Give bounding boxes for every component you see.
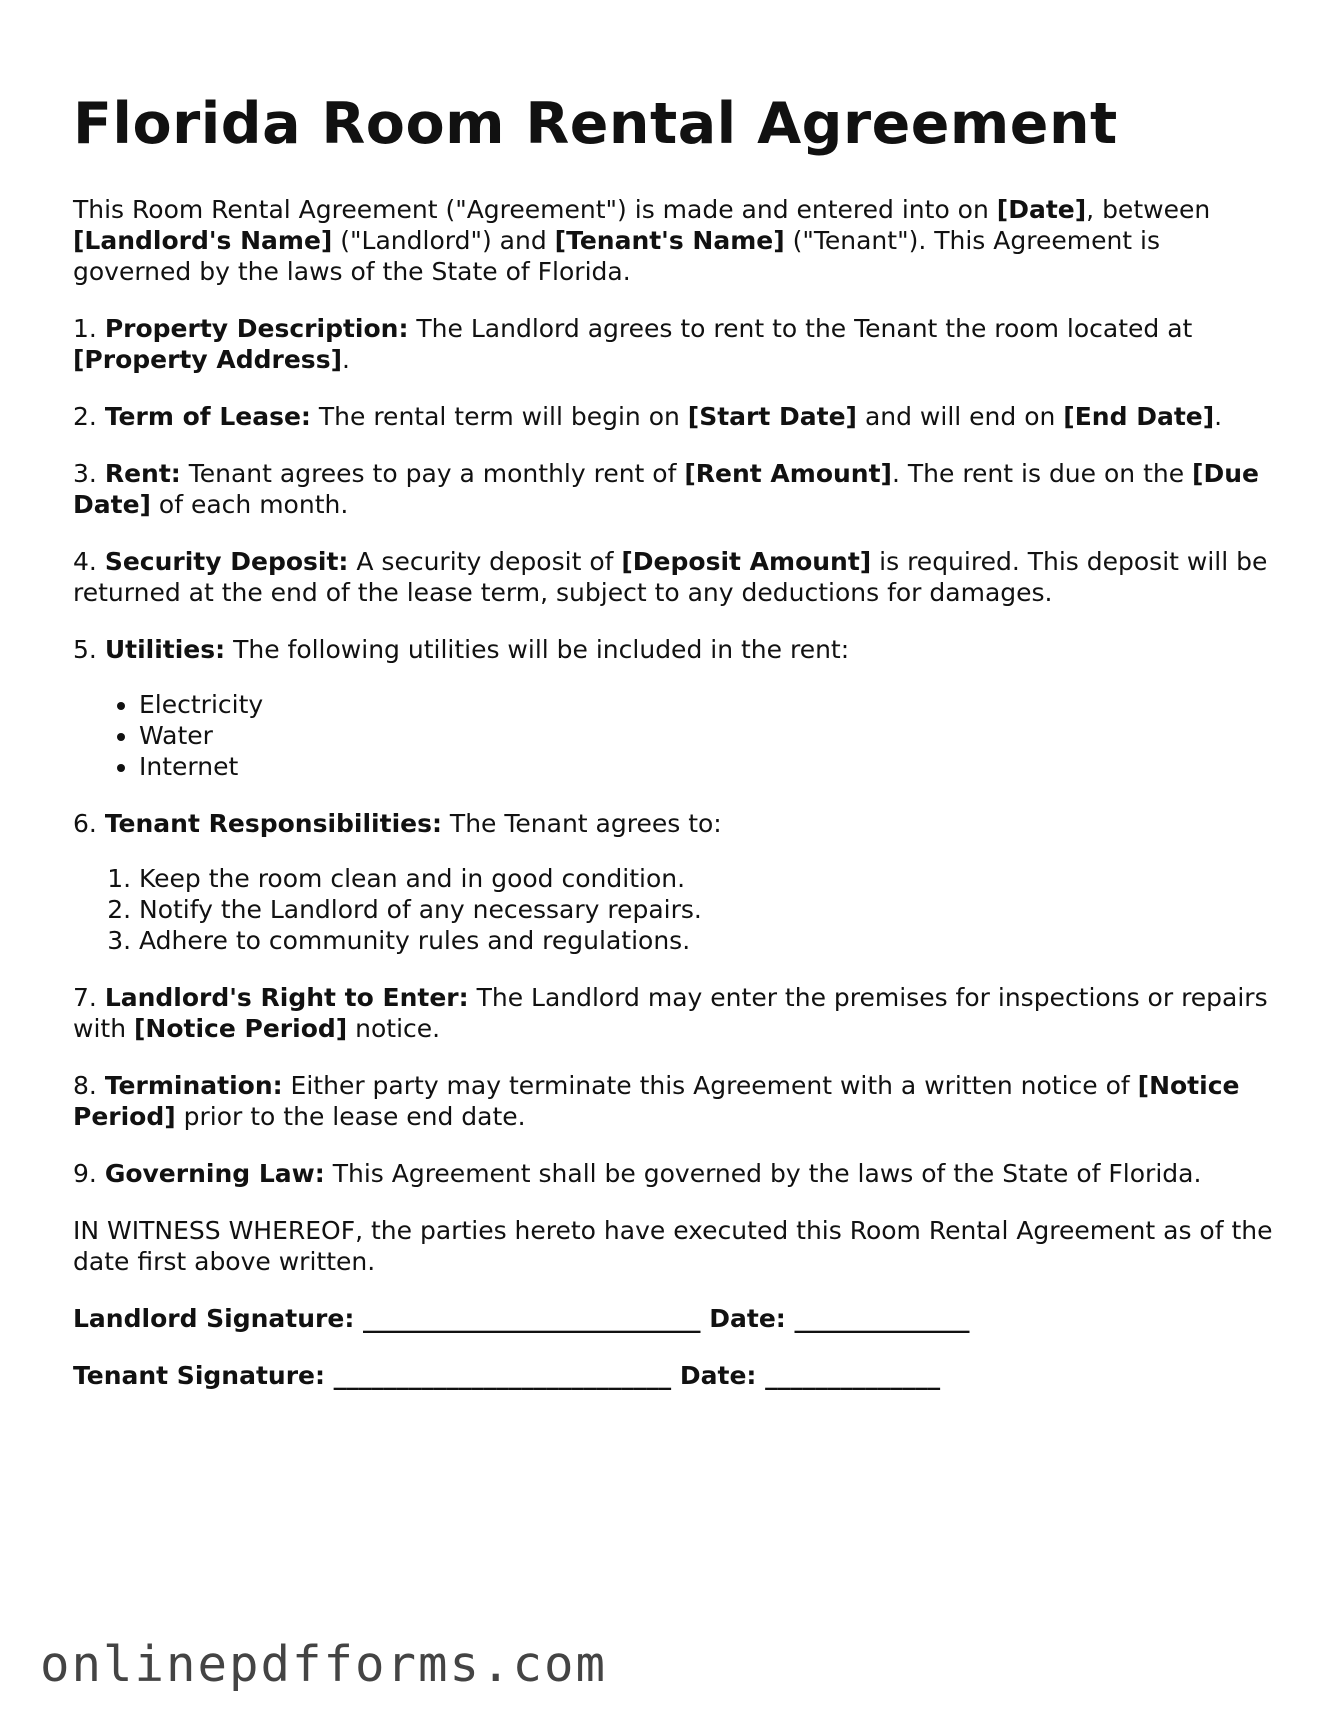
section-text: The Landlord agrees to rent to the Tenant the room located at [408,314,1193,343]
section-text: notice. [347,1014,441,1043]
section-text: and will end on [857,402,1064,431]
intro-text: This Room Rental Agreement ("Agreement") is made and entered into on [73,195,997,224]
section-number: 9. [73,1159,105,1188]
section-heading: Tenant Responsibilities: [104,809,442,838]
intro-paragraph [73,194,1273,287]
section-heading: Governing Law: [104,1159,325,1188]
section-number: 5. [73,635,105,664]
list-item: • Water [139,720,1273,751]
start-date-placeholder: [Start Date] [687,402,857,431]
notice-period-placeholder: [Notice Period] [73,1071,1240,1131]
document-page [73,88,1273,1417]
intro-text: ("Landlord") and [332,226,555,255]
section-heading: Security Deposit: [104,547,349,576]
end-date-placeholder: [End Date] [1063,402,1215,431]
section-number: 3. [73,459,105,488]
section-security-deposit [73,546,1273,608]
tenant-signature-line: Tenant Signature: ___________________________ Date: ______________ [73,1361,941,1390]
utilities-list [73,689,1273,782]
section-termination [73,1070,1273,1132]
tenant-name-placeholder: [Tenant's Name] [554,226,785,255]
section-number: 7. [73,983,105,1012]
section-heading: Term of Lease: [104,402,311,431]
section-text: prior to the lease end date. [175,1102,526,1131]
section-number: 2. [73,402,105,431]
intro-text: ("Tenant"). This Agreement is governed by the laws of the State of Florida. [73,226,1161,286]
intro-text: , between [1086,195,1211,224]
section-heading: Property Description: [104,314,409,343]
section-tenant-responsibilities [73,808,1273,839]
section-text: A security deposit of [348,547,622,576]
section-right-to-enter [73,982,1273,1044]
section-heading: Landlord's Right to Enter: [104,983,469,1012]
date-placeholder: [Date] [996,195,1087,224]
section-number: 6. [73,809,105,838]
witness-paragraph: IN WITNESS WHEREOF, the parties hereto have executed this Room Rental Agreement as of the date first above written. [73,1216,1273,1276]
section-number: 1. [73,314,105,343]
section-text: The Landlord may enter the premises for inspections or repairs with [73,983,1268,1043]
rent-amount-placeholder: [Rent Amount] [684,459,892,488]
list-item: • Internet [139,751,1273,782]
section-text: The following utilities will be included in the rent: [225,635,850,664]
section-text: . [1214,402,1223,431]
notice-period-placeholder: [Notice Period] [134,1014,348,1043]
list-item: 3. Adhere to community rules and regulations. [139,925,1273,956]
section-text: Tenant agrees to pay a monthly rent of [180,459,685,488]
list-item: 1. Keep the room clean and in good condition. [139,863,1273,894]
list-item: • Electricity [139,689,1273,720]
section-number: 8. [73,1071,105,1100]
section-utilities [73,634,1273,665]
section-text: . [342,345,350,374]
deposit-amount-placeholder: [Deposit Amount] [621,547,872,576]
watermark: onlinepdfforms.com [40,1636,608,1693]
section-text: is required. This deposit will be returned at the end of the lease term, subject to any deductions for damages. [73,547,1268,607]
section-text: The Tenant agrees to: [441,809,722,838]
section-text: of each month. [150,490,349,519]
section-governing-law [73,1158,1273,1189]
document-title: Florida Room Rental Agreement [73,91,1118,157]
section-heading: Termination: [104,1071,283,1100]
section-text: This Agreement shall be governed by the laws of the State of Florida. [324,1159,1202,1188]
section-number: 4. [73,547,105,576]
responsibilities-list [73,863,1273,956]
section-text: The rental term will begin on [310,402,688,431]
property-address-placeholder: [Property Address] [73,345,342,374]
list-item: 2. Notify the Landlord of any necessary repairs. [139,894,1273,925]
due-date-placeholder: [Due Date] [73,459,1259,519]
landlord-signature-line: Landlord Signature: ___________________________ Date: ______________ [73,1304,970,1333]
section-term-of-lease [73,401,1273,432]
section-property-description [73,313,1273,375]
section-heading: Rent: [104,459,181,488]
section-rent [73,458,1273,520]
section-heading: Utilities: [104,635,226,664]
landlord-name-placeholder: [Landlord's Name] [73,226,333,255]
section-text: . The rent is due on the [891,459,1193,488]
section-text: Either party may terminate this Agreement with a written notice of [282,1071,1138,1100]
